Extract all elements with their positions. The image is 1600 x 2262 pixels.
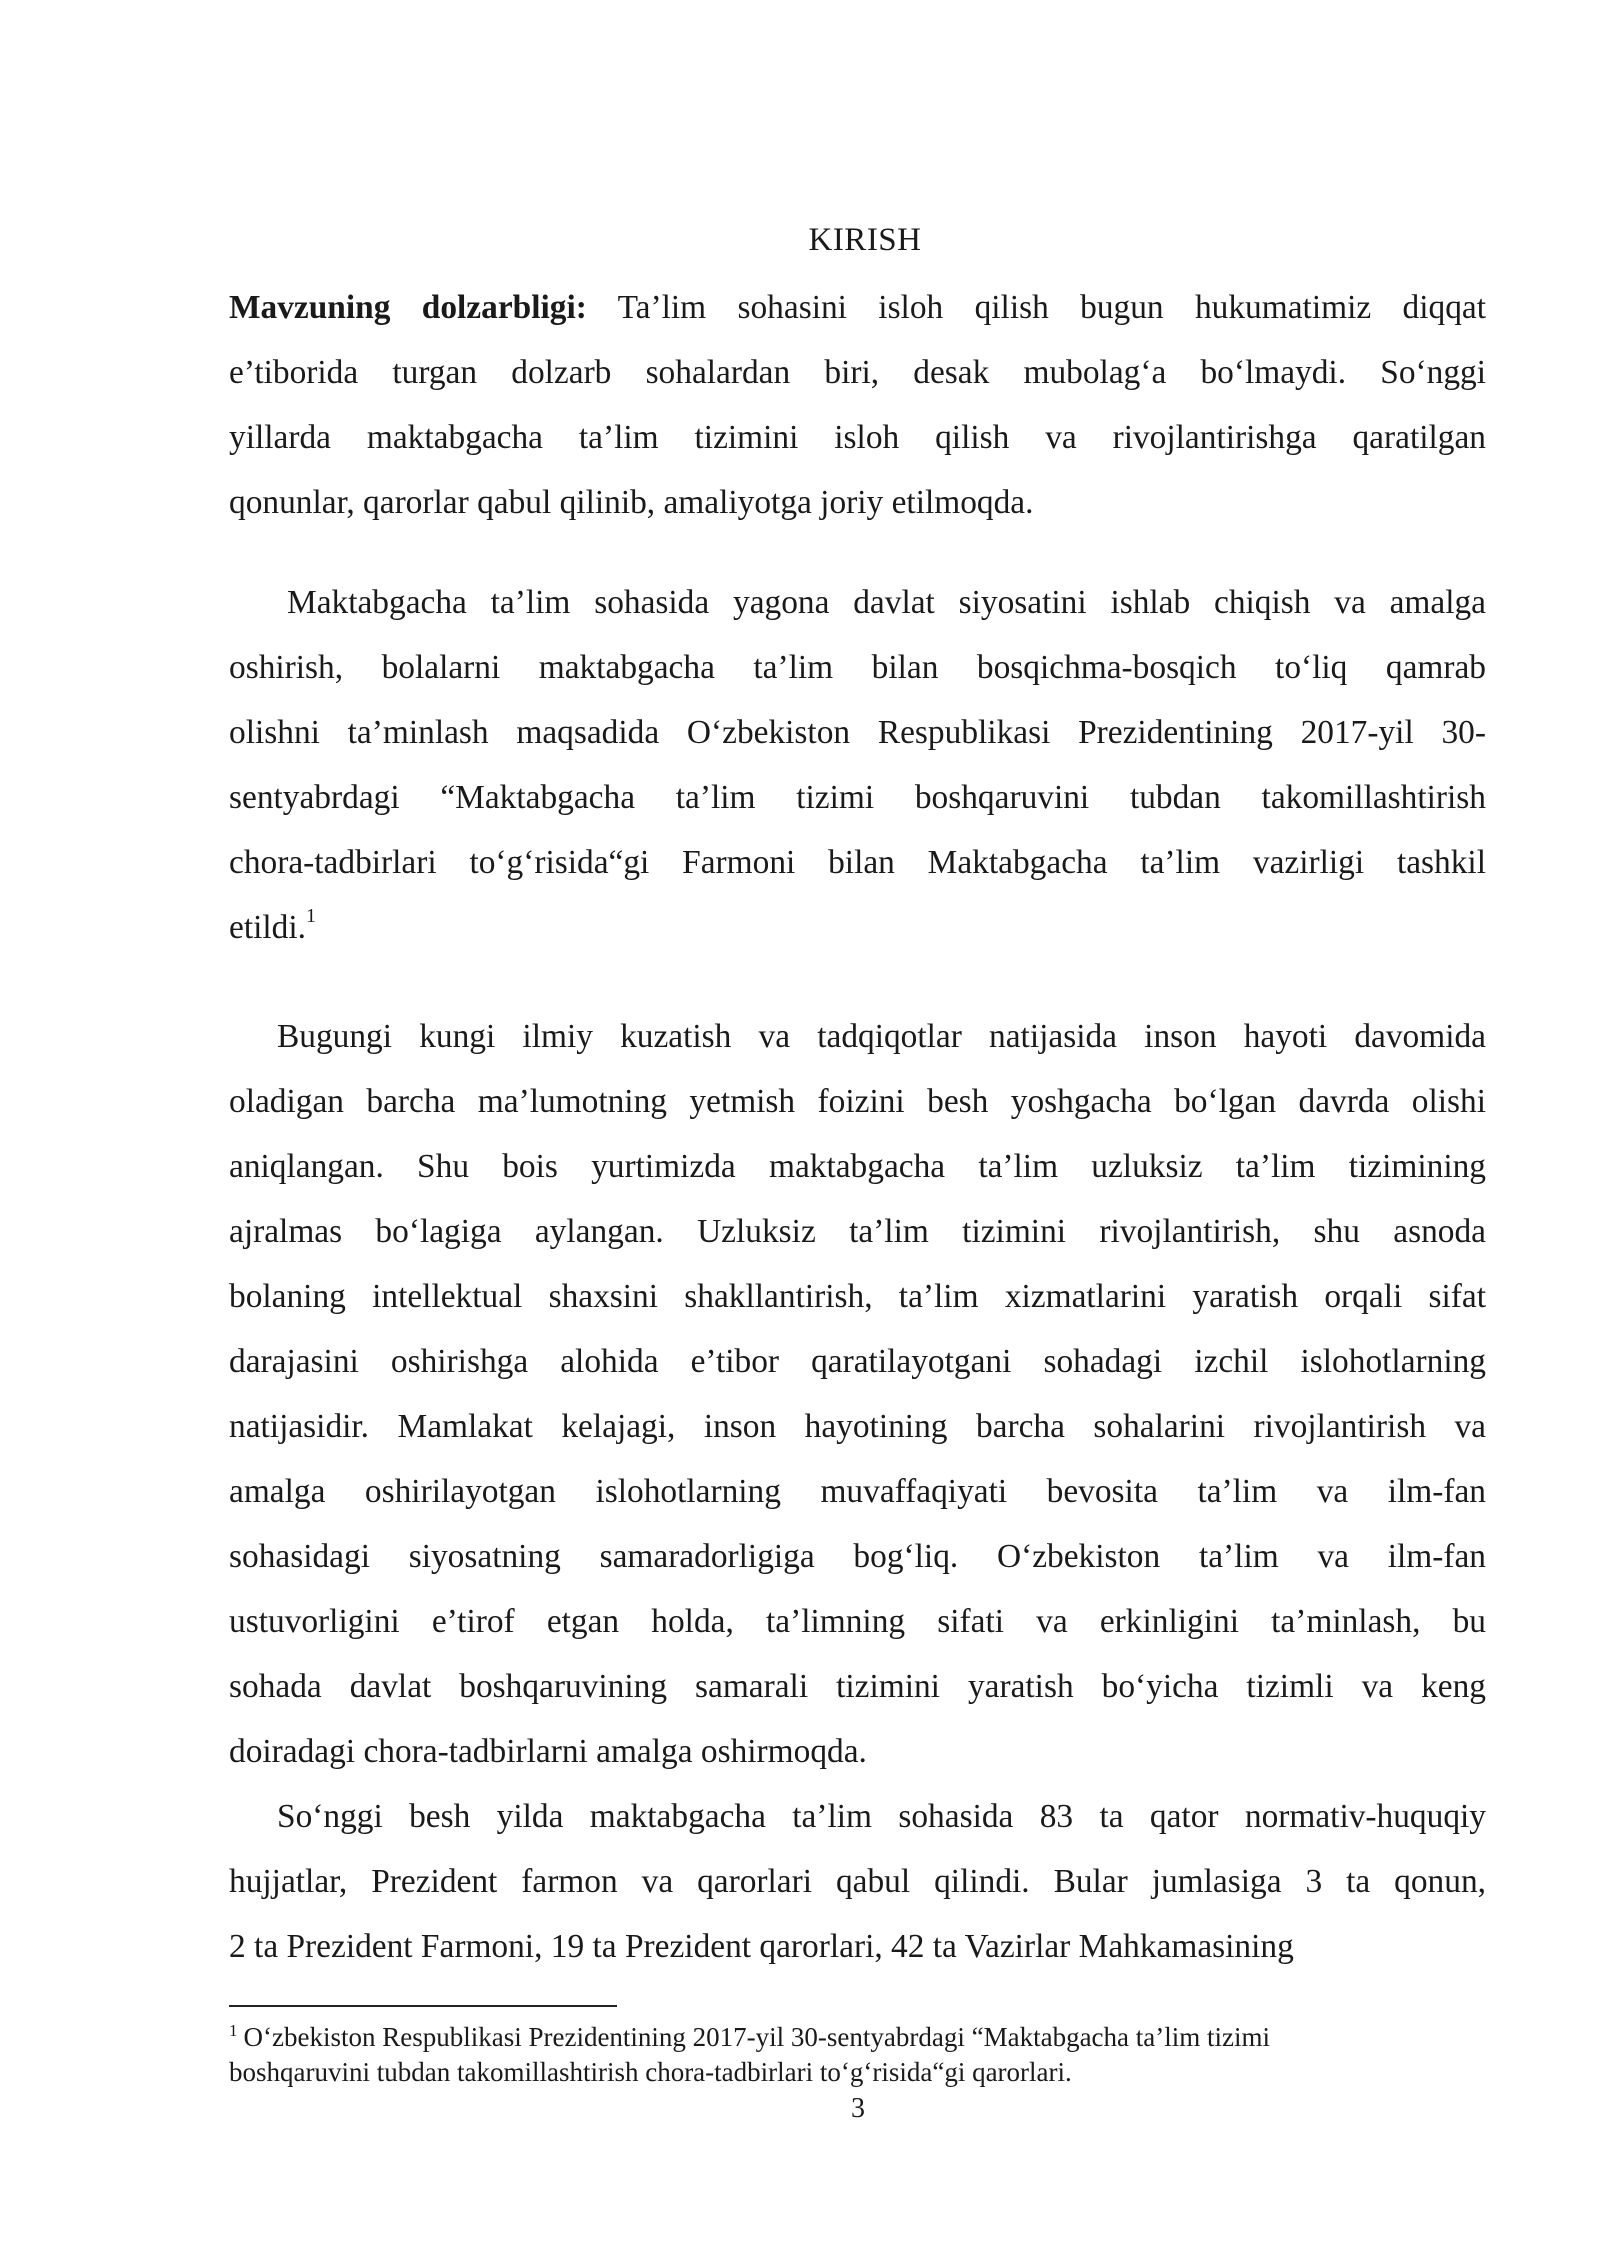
- paragraph-ministry: [229, 570, 1486, 960]
- text-line: sentyabrdagi “Maktabgacha ta’lim tizimi boshqaruvini tubdan takomillashtirish: [229, 779, 1486, 816]
- text-line: qonunlar, qarorlar qabul qilinib, amaliyotga joriy etilmoqda.: [229, 484, 1034, 521]
- footnote-line: boshqaruvini tubdan takomillashtirish chora-tadbirlari to‘g‘risida“gi qarorlari.: [229, 2057, 1072, 2087]
- text-line: Maktabgacha ta’lim sohasida yagona davlat siyosatini ishlab chiqish va amalga: [287, 584, 1486, 621]
- text-line: Bugungi kungi ilmiy kuzatish va tadqiqotlar natijasida inson hayoti davomida: [277, 1018, 1486, 1055]
- footnote-text: O‘zbekiston Respublikasi Prezidentining 2017-yil 30-sentyabrdagi “Maktabgacha ta’lim tizimi: [243, 2022, 1271, 2052]
- text-line: darajasini oshirishga alohida e’tibor qaratilayotgani sohadagi izchil islohotlarning: [229, 1343, 1486, 1380]
- text-line: olishni ta’minlash maqsadida O‘zbekiston Respublikasi Prezidentining 2017-yil 30-: [229, 714, 1486, 751]
- text-line: So‘nggi besh yilda maktabgacha ta’lim sohasida 83 ta qator normativ-huquqiy: [277, 1798, 1486, 1835]
- text-line: doiradagi chora-tadbirlarni amalga oshirmoqda.: [229, 1733, 867, 1770]
- text-line: ajralmas bo‘lagiga aylangan. Uzluksiz ta’lim tizimini rivojlantirish, shu asnoda: [229, 1213, 1486, 1250]
- paragraph-lead: Mavzuning dolzarbligi:: [229, 289, 587, 326]
- page-number: 3: [851, 2093, 865, 2124]
- text-line-content: etildi.: [229, 909, 306, 946]
- text-line: e’tiborida turgan dolzarb sohalardan biri, desak mubolag‘a bo‘lmaydi. So‘nggi: [229, 354, 1486, 391]
- text-line: natijasidir. Mamlakat kelajagi, inson hayotining barcha sohalarini rivojlantirish va: [229, 1408, 1486, 1445]
- text-line: oladigan barcha ma’lumotning yetmish foizini besh yoshgacha bo‘lgan davrda olishi: [229, 1083, 1486, 1120]
- text-line: yillarda maktabgacha ta’lim tizimini isloh qilish va rivojlantirishga qaratilgan: [229, 419, 1486, 456]
- text-line: bolaning intellektual shaxsini shakllantirish, ta’lim xizmatlarini yaratish orqali sifat: [229, 1278, 1486, 1315]
- paragraph-research: [229, 1004, 1486, 1784]
- text-line: hujjatlar, Prezident farmon va qarorlari qabul qilindi. Bular jumlasiga 3 ta qonun,: [229, 1863, 1486, 1900]
- text-line: chora-tadbirlari to‘g‘risida“gi Farmoni bilan Maktabgacha ta’lim vazirligi tashkil: [229, 844, 1486, 881]
- text-line: oshirish, bolalarni maktabgacha ta’lim bilan bosqichma-bosqich to‘liq qamrab: [229, 649, 1486, 686]
- text-line: 2 ta Prezident Farmoni, 19 ta Prezident qarorlari, 42 ta Vazirlar Mahkamasining: [229, 1928, 1294, 1965]
- text-line: ustuvorligini e’tirof etgan holda, ta’limning sifati va erkinligini ta’minlash, bu: [229, 1603, 1486, 1640]
- footnote: [229, 2020, 1486, 2090]
- footnote-reference[interactable]: 1: [305, 905, 316, 927]
- text-line: sohasidagi siyosatning samaradorligiga bog‘liq. O‘zbekiston ta’lim va ilm-fan: [229, 1538, 1486, 1575]
- text-line-content: Ta’lim sohasini isloh qilish bugun hukumatimiz diqqat: [586, 289, 1486, 326]
- footnote-mark: 1: [229, 2021, 238, 2040]
- text-line: aniqlangan. Shu bois yurtimizda maktabgacha ta’lim uzluksiz ta’lim tizimining: [229, 1148, 1486, 1185]
- paragraph-relevance: [229, 275, 1486, 535]
- text-line: sohada davlat boshqaruvining samarali tizimini yaratish bo‘yicha tizimli va keng: [229, 1668, 1486, 1705]
- text-line: amalga oshirilayotgan islohotlarning muvaffaqiyati bevosita ta’lim va ilm-fan: [229, 1473, 1486, 1510]
- paragraph-legislation: [229, 1784, 1486, 1979]
- text-line: [229, 275, 1486, 340]
- text-line: [229, 895, 1486, 960]
- section-heading: KIRISH: [808, 222, 922, 258]
- footnote-line: [229, 2020, 1486, 2055]
- footnote-separator: [229, 2005, 617, 2007]
